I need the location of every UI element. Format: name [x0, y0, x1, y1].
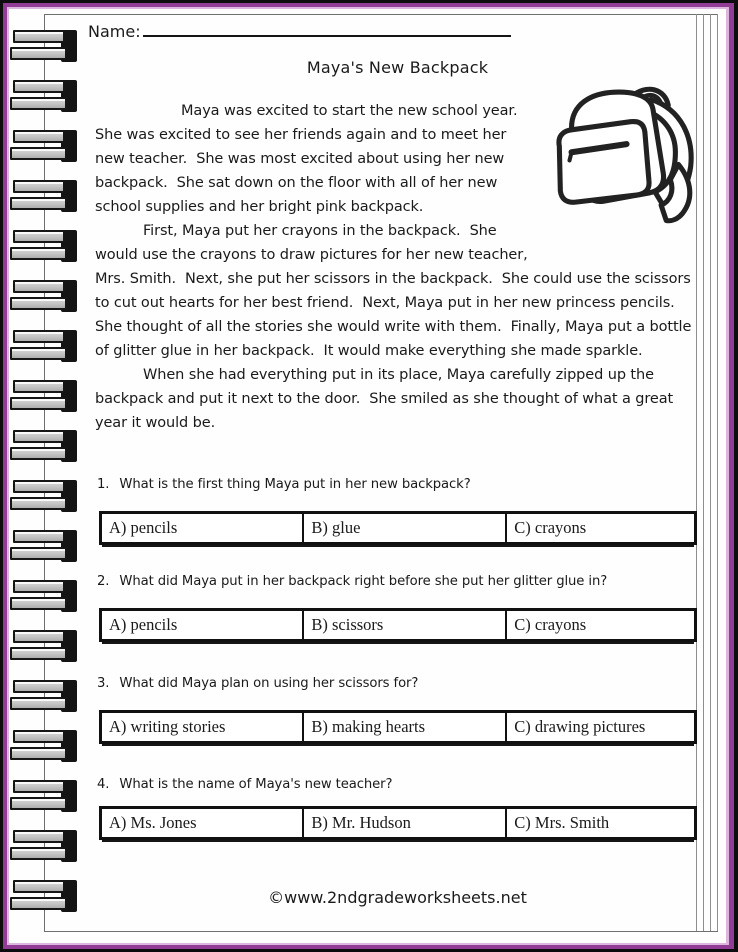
question-number: 4.	[97, 777, 110, 792]
spiral-coil-icon	[10, 330, 78, 362]
question-3-options	[99, 710, 697, 744]
spiral-coil-icon	[10, 180, 78, 212]
option-cell-b[interactable]: B) glue	[303, 513, 506, 544]
option-cell-a[interactable]: A) pencils	[101, 513, 304, 544]
coil-bar	[13, 180, 65, 193]
option-cell-a[interactable]: A) writing stories	[101, 712, 304, 743]
coil-bar	[10, 497, 67, 510]
coil-bar	[13, 30, 65, 43]
question-2-options	[99, 608, 697, 642]
coil-bar	[10, 247, 67, 260]
coil-bar	[13, 280, 65, 293]
spiral-coil-icon	[10, 30, 78, 62]
coil-bar	[10, 147, 67, 160]
coil-bar	[13, 630, 65, 643]
question-number: 3.	[97, 676, 110, 691]
option-cell-a[interactable]: A) Ms. Jones	[101, 808, 304, 839]
coil-bar	[10, 847, 67, 860]
coil-bar	[10, 447, 67, 460]
question-1	[97, 477, 471, 492]
page-title: Maya's New Backpack	[306, 58, 489, 77]
coil-bar	[10, 897, 67, 910]
coil-bar	[10, 397, 67, 410]
option-cell-c[interactable]: C) crayons	[506, 610, 695, 641]
name-row	[88, 19, 511, 41]
coil-bar	[10, 297, 67, 310]
question-4	[97, 777, 392, 792]
spiral-coil-icon	[10, 730, 78, 762]
spiral-coil-icon	[10, 680, 78, 712]
sheet-edge-line	[717, 14, 718, 931]
question-number: 2.	[97, 574, 110, 589]
coil-bar	[10, 697, 67, 710]
coil-bar	[10, 197, 67, 210]
question-text: What is the name of Maya's new teacher?	[119, 777, 393, 792]
story-text	[95, 99, 703, 435]
spiral-coil-icon	[10, 80, 78, 112]
question-number: 1.	[97, 477, 110, 492]
coil-bar	[13, 680, 65, 693]
question-text: What did Maya plan on using her scissors for?	[119, 676, 419, 691]
question-text: What is the first thing Maya put in her new backpack?	[119, 477, 471, 492]
coil-bar	[13, 130, 65, 143]
spiral-coil-icon	[10, 780, 78, 812]
option-cell-b[interactable]: B) scissors	[303, 610, 506, 641]
coil-bar	[13, 880, 65, 893]
sheet-edge-line	[44, 14, 718, 15]
question-text: What did Maya put in her backpack right before she put her glitter glue in?	[119, 574, 608, 589]
name-label: Name:	[88, 22, 141, 41]
spiral-coil-icon	[10, 880, 78, 912]
spiral-binding	[10, 30, 78, 912]
option-cell-b[interactable]: B) Mr. Hudson	[303, 808, 506, 839]
spiral-coil-icon	[10, 380, 78, 412]
coil-bar	[10, 647, 67, 660]
coil-bar	[13, 80, 65, 93]
backpack-icon	[541, 83, 709, 249]
coil-bar	[13, 730, 65, 743]
option-cell-c[interactable]: C) crayons	[506, 513, 695, 544]
option-cell-c[interactable]: C) Mrs. Smith	[506, 808, 695, 839]
option-cell-b[interactable]: B) making hearts	[303, 712, 506, 743]
sheet-edge-line	[44, 931, 718, 932]
name-input-line[interactable]	[143, 19, 511, 37]
spiral-coil-icon	[10, 830, 78, 862]
coil-bar	[13, 830, 65, 843]
spiral-coil-icon	[10, 430, 78, 462]
spiral-coil-icon	[10, 280, 78, 312]
coil-bar	[13, 780, 65, 793]
coil-bar	[13, 530, 65, 543]
coil-bar	[13, 380, 65, 393]
story-paragraph: When she had everything put in its place, Maya carefully zipped up the backpack and put it next to the door. She smiled as she thought of what a great year it would be.	[95, 367, 678, 431]
coil-bar	[13, 430, 65, 443]
coil-bar	[10, 797, 67, 810]
coil-bar	[10, 47, 67, 60]
story-paragraph: Maya was excited to start the new school year. She was excited to see her friends again and to meet her new teacher. She was most excited about using her new backpack. She sat down on the floor with all of her new school supplies and her bright pink backpack.	[95, 103, 527, 215]
spiral-coil-icon	[10, 580, 78, 612]
question-2	[97, 574, 607, 589]
question-3	[97, 676, 418, 691]
story-paragraph: First, Maya put her crayons in the backpack. She would use the crayons to draw pictures for her new teacher, Mrs. Smith. Next, she put her scissors in the backpack. She could use the scissors to cut out hearts for her best friend. Next, Maya put in her new princess pencils. She thought of all the stories she would write with them. Finally, Maya put a bottle of glitter glue in her backpack. It would make everything she made sparkle.	[95, 223, 696, 359]
coil-bar	[13, 480, 65, 493]
spiral-coil-icon	[10, 130, 78, 162]
coil-bar	[10, 747, 67, 760]
coil-bar	[10, 597, 67, 610]
question-4-options	[99, 806, 697, 840]
coil-bar	[10, 97, 67, 110]
coil-bar	[10, 347, 67, 360]
spiral-coil-icon	[10, 480, 78, 512]
spiral-coil-icon	[10, 230, 78, 262]
coil-bar	[13, 230, 65, 243]
option-cell-c[interactable]: C) drawing pictures	[506, 712, 695, 743]
coil-bar	[13, 580, 65, 593]
sheet-edge-line	[710, 14, 711, 931]
spiral-coil-icon	[10, 630, 78, 662]
coil-bar	[13, 330, 65, 343]
footer-credit: ©www.2ndgradeworksheets.net	[268, 888, 527, 907]
question-1-options	[99, 511, 697, 545]
spiral-coil-icon	[10, 530, 78, 562]
coil-bar	[10, 547, 67, 560]
option-cell-a[interactable]: A) pencils	[101, 610, 304, 641]
